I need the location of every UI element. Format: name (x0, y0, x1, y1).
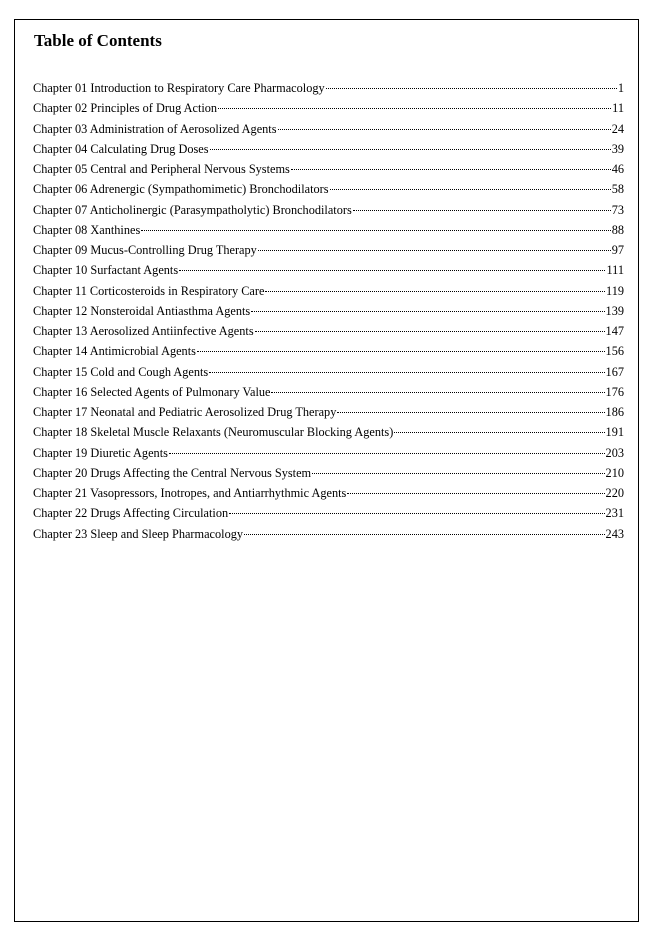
dot-leader (337, 412, 604, 413)
toc-entry[interactable] (33, 362, 624, 382)
toc-entry[interactable] (33, 78, 624, 98)
toc-entry-page-number: 1 (617, 81, 624, 95)
toc-title: Table of Contents (34, 31, 162, 50)
toc-entry[interactable] (33, 422, 624, 442)
toc-entry[interactable] (33, 443, 624, 463)
toc-entry[interactable] (33, 159, 624, 179)
toc-entry-label: Chapter 05 Central and Peripheral Nervous Systems (33, 162, 290, 176)
dot-leader (271, 392, 604, 393)
dot-leader (353, 210, 611, 211)
dot-leader (330, 189, 611, 190)
toc-entry-label: Chapter 16 Selected Agents of Pulmonary Value (33, 384, 271, 399)
toc-entry-page-number: 97 (611, 243, 624, 257)
toc-entry-page-number: 147 (605, 324, 624, 338)
toc-entry[interactable] (33, 281, 624, 301)
toc-entry[interactable] (33, 321, 624, 341)
dot-leader (141, 230, 610, 231)
toc-entry-page-number: 119 (606, 283, 624, 298)
toc-entry-label: Chapter 09 Mucus-Controlling Drug Therapy (33, 243, 257, 257)
dot-leader (210, 149, 611, 150)
dot-leader (229, 513, 604, 514)
toc-entry-page-number: 191 (605, 425, 624, 440)
toc-entry-page-number: 167 (605, 364, 624, 379)
toc-entry-label: Chapter 20 Drugs Affecting the Central Nervous System (33, 465, 312, 480)
toc-entry-label: Chapter 19 Diuretic Agents (33, 445, 168, 460)
toc-entry[interactable] (33, 119, 624, 139)
toc-entry-label: Chapter 01 Introduction to Respiratory Care Pharmacology (33, 81, 325, 95)
dot-leader (209, 372, 604, 373)
document-page (14, 19, 639, 922)
dot-leader (312, 473, 604, 474)
toc-entry-page-number: 231 (605, 506, 624, 521)
toc-entry[interactable] (33, 341, 624, 361)
toc-entry-page-number: 139 (605, 303, 624, 318)
toc-entry-page-number: 220 (605, 486, 624, 500)
toc-entry-label: Chapter 18 Skeletal Muscle Relaxants (Neuromuscular Blocking Agents) (33, 425, 394, 440)
toc-entry[interactable] (33, 98, 624, 118)
toc-entry-label: Chapter 17 Neonatal and Pediatric Aerosolized Drug Therapy (33, 405, 337, 419)
toc-entry[interactable] (33, 382, 624, 402)
toc-entry-page-number: 186 (605, 405, 624, 419)
toc-list (33, 78, 624, 544)
toc-entry-label: Chapter 12 Nonsteroidal Antiasthma Agents (33, 303, 251, 318)
toc-entry[interactable] (33, 139, 624, 159)
toc-entry-page-number: 88 (611, 222, 624, 237)
toc-entry[interactable] (33, 220, 624, 240)
toc-entry[interactable] (33, 503, 624, 523)
toc-entry[interactable] (33, 463, 624, 483)
toc-entry-label: Chapter 13 Aerosolized Antiinfective Agents (33, 324, 254, 338)
dot-leader (278, 129, 611, 130)
toc-entry-label: Chapter 14 Antimicrobial Agents (33, 344, 196, 359)
toc-entry-label: Chapter 22 Drugs Affecting Circulation (33, 506, 229, 521)
toc-entry-page-number: 39 (611, 141, 624, 156)
toc-entry[interactable] (33, 524, 624, 544)
toc-entry-label: Chapter 11 Corticosteroids in Respiratory Care (33, 283, 265, 298)
toc-entry[interactable] (33, 260, 624, 280)
dot-leader (169, 453, 605, 454)
toc-entry-page-number: 210 (605, 465, 624, 480)
toc-entry[interactable] (33, 240, 624, 260)
toc-entry-page-number: 11 (612, 101, 624, 116)
toc-entry-page-number: 46 (611, 162, 624, 176)
toc-entry-label: Chapter 21 Vasopressors, Inotropes, and Antiarrhythmic Agents (33, 486, 347, 500)
toc-entry-page-number: 73 (611, 202, 624, 217)
toc-entry[interactable] (33, 483, 624, 503)
toc-entry[interactable] (33, 301, 624, 321)
dot-leader (255, 331, 605, 332)
toc-entry-label: Chapter 03 Administration of Aerosolized Agents (33, 121, 277, 136)
toc-entry-page-number: 156 (605, 344, 624, 359)
toc-entry-label: Chapter 08 Xanthines (33, 222, 141, 237)
dot-leader (326, 88, 617, 89)
toc-entry-label: Chapter 07 Anticholinergic (Parasympatholytic) Bronchodilators (33, 202, 352, 217)
dot-leader (258, 250, 611, 251)
toc-entry-page-number: 24 (611, 121, 624, 136)
toc-entry-label: Chapter 10 Surfactant Agents (33, 263, 179, 278)
dot-leader (244, 534, 605, 535)
toc-entry-label: Chapter 15 Cold and Cough Agents (33, 364, 209, 379)
toc-entry-page-number: 203 (605, 445, 624, 460)
dot-leader (251, 311, 604, 312)
toc-entry-page-number: 111 (606, 263, 624, 278)
toc-entry-page-number: 176 (605, 384, 624, 399)
dot-leader (197, 351, 605, 352)
toc-entry[interactable] (33, 179, 624, 199)
toc-entry-label: Chapter 02 Principles of Drug Action (33, 101, 218, 116)
dot-leader (394, 432, 604, 433)
toc-entry[interactable] (33, 402, 624, 422)
toc-entry-page-number: 58 (611, 182, 624, 197)
dot-leader (265, 291, 605, 292)
dot-leader (179, 270, 605, 271)
toc-entry-page-number: 243 (605, 526, 624, 541)
toc-entry-label: Chapter 06 Adrenergic (Sympathomimetic) Bronchodilators (33, 182, 329, 197)
dot-leader (347, 493, 604, 494)
toc-entry-label: Chapter 04 Calculating Drug Doses (33, 141, 209, 156)
dot-leader (291, 169, 611, 170)
dot-leader (218, 108, 611, 109)
toc-entry-label: Chapter 23 Sleep and Sleep Pharmacology (33, 526, 244, 541)
toc-entry[interactable] (33, 200, 624, 220)
